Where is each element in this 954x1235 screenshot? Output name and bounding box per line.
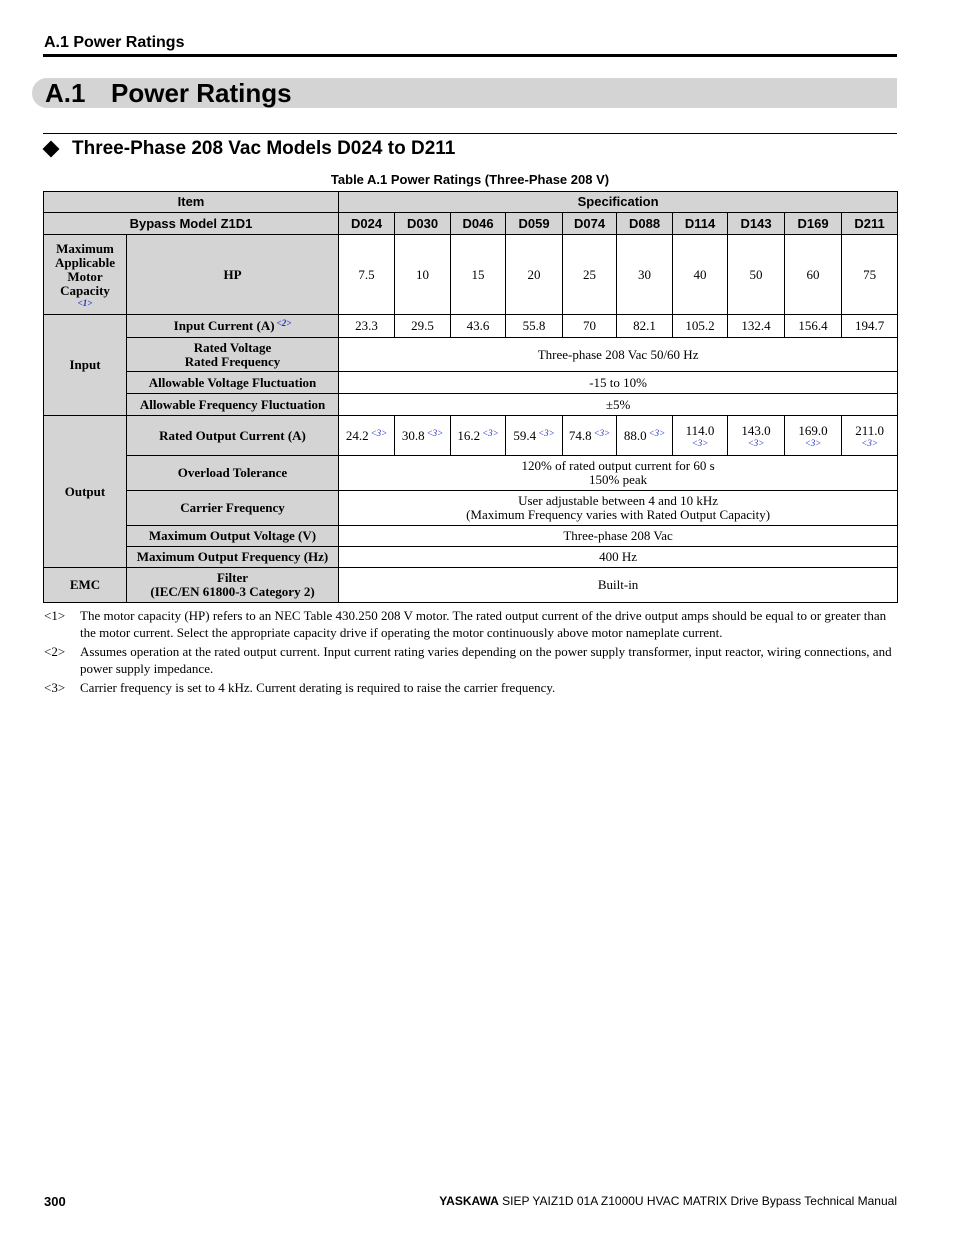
output-current-value <box>563 416 617 456</box>
overload-line-1: 120% of rated output current for 60 s <box>521 458 715 473</box>
output-current-number: 169.0 <box>798 422 828 438</box>
hp-label: HP <box>127 235 339 315</box>
input-current-value: 29.5 <box>395 315 451 338</box>
input-current-value: 43.6 <box>451 315 506 338</box>
model-row <box>44 213 898 235</box>
input-current-label <box>127 315 339 338</box>
max-output-voltage-row <box>44 526 898 547</box>
running-head: A.1 Power Ratings <box>44 34 185 51</box>
model-header: D074 <box>563 213 617 235</box>
carrier-line-1: User adjustable between 4 and 10 kHz <box>518 493 719 508</box>
max-motor-capacity-label <box>44 235 127 315</box>
footnote-ref-3[interactable]: <3> <box>538 427 555 438</box>
hp-value: 25 <box>563 235 617 315</box>
model-header: D030 <box>395 213 451 235</box>
output-current-number: 88.0 <box>623 427 647 443</box>
rated-voltage-value: Three-phase 208 Vac 50/60 Hz <box>339 338 898 372</box>
specification-header: Specification <box>339 192 898 213</box>
footnote-text: Assumes operation at the rated output current. Input current rating varies depending on the power supply transformer, input reactor, wiring connections, and power supply impedance. <box>80 644 892 676</box>
model-header: D211 <box>842 213 898 235</box>
footnote-text: The motor capacity (HP) refers to an NEC Table 430.250 208 V motor. The rated output current of the drive output amps should be equal to or greater than the motor current. Select the appropriate capacity drive if operating the motor continuously above motor nameplate current. <box>80 608 887 640</box>
hp-value: 10 <box>395 235 451 315</box>
output-current-number: 24.2 <box>345 427 369 443</box>
output-current-value <box>842 416 898 456</box>
table-header-row <box>44 192 898 213</box>
hp-value: 15 <box>451 235 506 315</box>
footnote-ref-3[interactable]: <3> <box>648 427 666 438</box>
overload-line-2: 150% peak <box>589 472 648 487</box>
footnote-text: Carrier frequency is set to 4 kHz. Current derating is required to raise the carrier frequency. <box>80 680 556 695</box>
overload-tolerance-label: Overload Tolerance <box>127 456 339 491</box>
output-current-value <box>673 416 728 456</box>
footnote-marker: <2> <box>44 644 66 659</box>
model-header: D143 <box>728 213 785 235</box>
output-current-number: 211.0 <box>855 422 884 438</box>
rated-output-current-row <box>44 416 898 456</box>
output-current-value <box>785 416 842 456</box>
section-title-text: Power Ratings <box>111 78 292 108</box>
footnote-ref-3[interactable]: <3> <box>426 427 444 438</box>
footnote-ref-3[interactable]: <3> <box>482 427 499 438</box>
footnote <box>44 607 898 641</box>
item-header: Item <box>44 192 339 213</box>
filter-text: Filter <box>216 570 249 585</box>
carrier-frequency-value <box>339 491 898 526</box>
footnote-marker: <1> <box>44 608 66 623</box>
footnote-ref-3[interactable]: <3> <box>593 427 611 438</box>
output-current-value <box>617 416 673 456</box>
input-current-text: Input Current (A) <box>173 318 275 333</box>
max-motor-capacity-row <box>44 235 898 315</box>
model-header: D114 <box>673 213 728 235</box>
subsection-rule <box>43 133 897 134</box>
filter-label <box>127 568 339 603</box>
table-caption: Table A.1 Power Ratings (Three-Phase 208 V) <box>330 172 610 187</box>
rated-output-current-label: Rated Output Current (A) <box>127 416 339 456</box>
input-current-value: 70 <box>563 315 617 338</box>
footnote-ref-3[interactable]: <3> <box>370 427 388 438</box>
carrier-frequency-row <box>44 491 898 526</box>
frequency-fluctuation-value: ±5% <box>339 394 898 416</box>
carrier-frequency-label: Carrier Frequency <box>127 491 339 526</box>
section-title <box>45 78 292 108</box>
hp-value: 75 <box>842 235 898 315</box>
rated-voltage-label <box>127 338 339 372</box>
model-header: D046 <box>451 213 506 235</box>
frequency-fluctuation-row <box>44 394 898 416</box>
output-current-value <box>506 416 563 456</box>
output-current-value <box>395 416 451 456</box>
rated-voltage-row <box>44 338 898 372</box>
output-current-number: 114.0 <box>685 422 715 438</box>
rated-voltage-text: Rated Voltage <box>193 339 272 355</box>
input-current-value: 55.8 <box>506 315 563 338</box>
subsection-title: Three-Phase 208 Vac Models D024 to D211 <box>72 138 456 159</box>
footnote-ref-2[interactable]: <2> <box>276 318 292 328</box>
input-current-value: 132.4 <box>728 315 785 338</box>
output-current-number: 16.2 <box>457 427 481 443</box>
output-current-value <box>339 416 395 456</box>
hp-value: 50 <box>728 235 785 315</box>
output-current-value <box>728 416 785 456</box>
max-output-frequency-label: Maximum Output Frequency (Hz) <box>127 547 339 568</box>
overload-tolerance-row <box>44 456 898 491</box>
hp-value: 40 <box>673 235 728 315</box>
footnote-ref-3[interactable]: <3> <box>804 437 822 448</box>
max-output-voltage-value: Three-phase 208 Vac <box>339 526 898 547</box>
filter-standard-text: (IEC/EN 61800-3 Category 2) <box>150 584 315 599</box>
carrier-line-2: (Maximum Frequency varies with Rated Output Capacity) <box>466 507 771 522</box>
rated-frequency-text: Rated Frequency <box>184 353 281 369</box>
footnote-ref-3[interactable]: <3> <box>691 437 709 448</box>
footnotes <box>44 607 898 698</box>
header-rule <box>43 54 897 57</box>
model-header: D088 <box>617 213 673 235</box>
input-current-value: 105.2 <box>673 315 728 338</box>
hp-value: 30 <box>617 235 673 315</box>
input-current-value: 156.4 <box>785 315 842 338</box>
input-current-row <box>44 315 898 338</box>
footnote <box>44 643 898 677</box>
section-number: A.1 <box>45 78 86 108</box>
footnote-ref-3[interactable]: <3> <box>747 437 765 448</box>
max-output-frequency-row <box>44 547 898 568</box>
voltage-fluctuation-row <box>44 372 898 394</box>
footnote-marker: <3> <box>44 680 66 695</box>
footnote-ref-1[interactable]: <1> <box>77 297 93 308</box>
output-current-number: 74.8 <box>568 427 592 443</box>
input-group-label: Input <box>44 315 127 416</box>
voltage-fluctuation-value: -15 to 10% <box>339 372 898 394</box>
page-number: 300 <box>44 1194 66 1209</box>
manual-title: SIEP YAIZ1D 01A Z1000U HVAC MATRIX Drive Bypass Technical Manual <box>498 1194 897 1208</box>
diamond-bullet-icon <box>43 141 60 158</box>
output-current-number: 59.4 <box>513 427 537 443</box>
voltage-fluctuation-label: Allowable Voltage Fluctuation <box>127 372 339 394</box>
emc-row <box>44 568 898 603</box>
hp-value: 60 <box>785 235 842 315</box>
model-header: D059 <box>506 213 563 235</box>
output-current-number: 143.0 <box>741 422 771 438</box>
input-current-value: 82.1 <box>617 315 673 338</box>
bypass-model-header: Bypass Model Z1D1 <box>44 213 339 235</box>
max-motor-capacity-text: Maximum Applicable Motor Capacity <box>55 240 115 298</box>
footer-manual-title <box>439 1194 897 1208</box>
brand-name: YASKAWA <box>439 1194 499 1208</box>
filter-value: Built-in <box>339 568 898 603</box>
power-ratings-table <box>43 191 898 603</box>
output-group-label: Output <box>44 416 127 568</box>
max-output-voltage-label: Maximum Output Voltage (V) <box>127 526 339 547</box>
frequency-fluctuation-label: Allowable Frequency Fluctuation <box>127 394 339 416</box>
output-current-number: 30.8 <box>401 427 425 443</box>
hp-value: 7.5 <box>339 235 395 315</box>
model-header: D169 <box>785 213 842 235</box>
output-current-value <box>451 416 506 456</box>
input-current-value: 23.3 <box>339 315 395 338</box>
input-current-value: 194.7 <box>842 315 898 338</box>
emc-label: EMC <box>44 568 127 603</box>
footnote-ref-3[interactable]: <3> <box>861 437 878 448</box>
model-header: D024 <box>339 213 395 235</box>
max-output-frequency-value: 400 Hz <box>339 547 898 568</box>
overload-tolerance-value <box>339 456 898 491</box>
footnote <box>44 679 898 696</box>
hp-value: 20 <box>506 235 563 315</box>
